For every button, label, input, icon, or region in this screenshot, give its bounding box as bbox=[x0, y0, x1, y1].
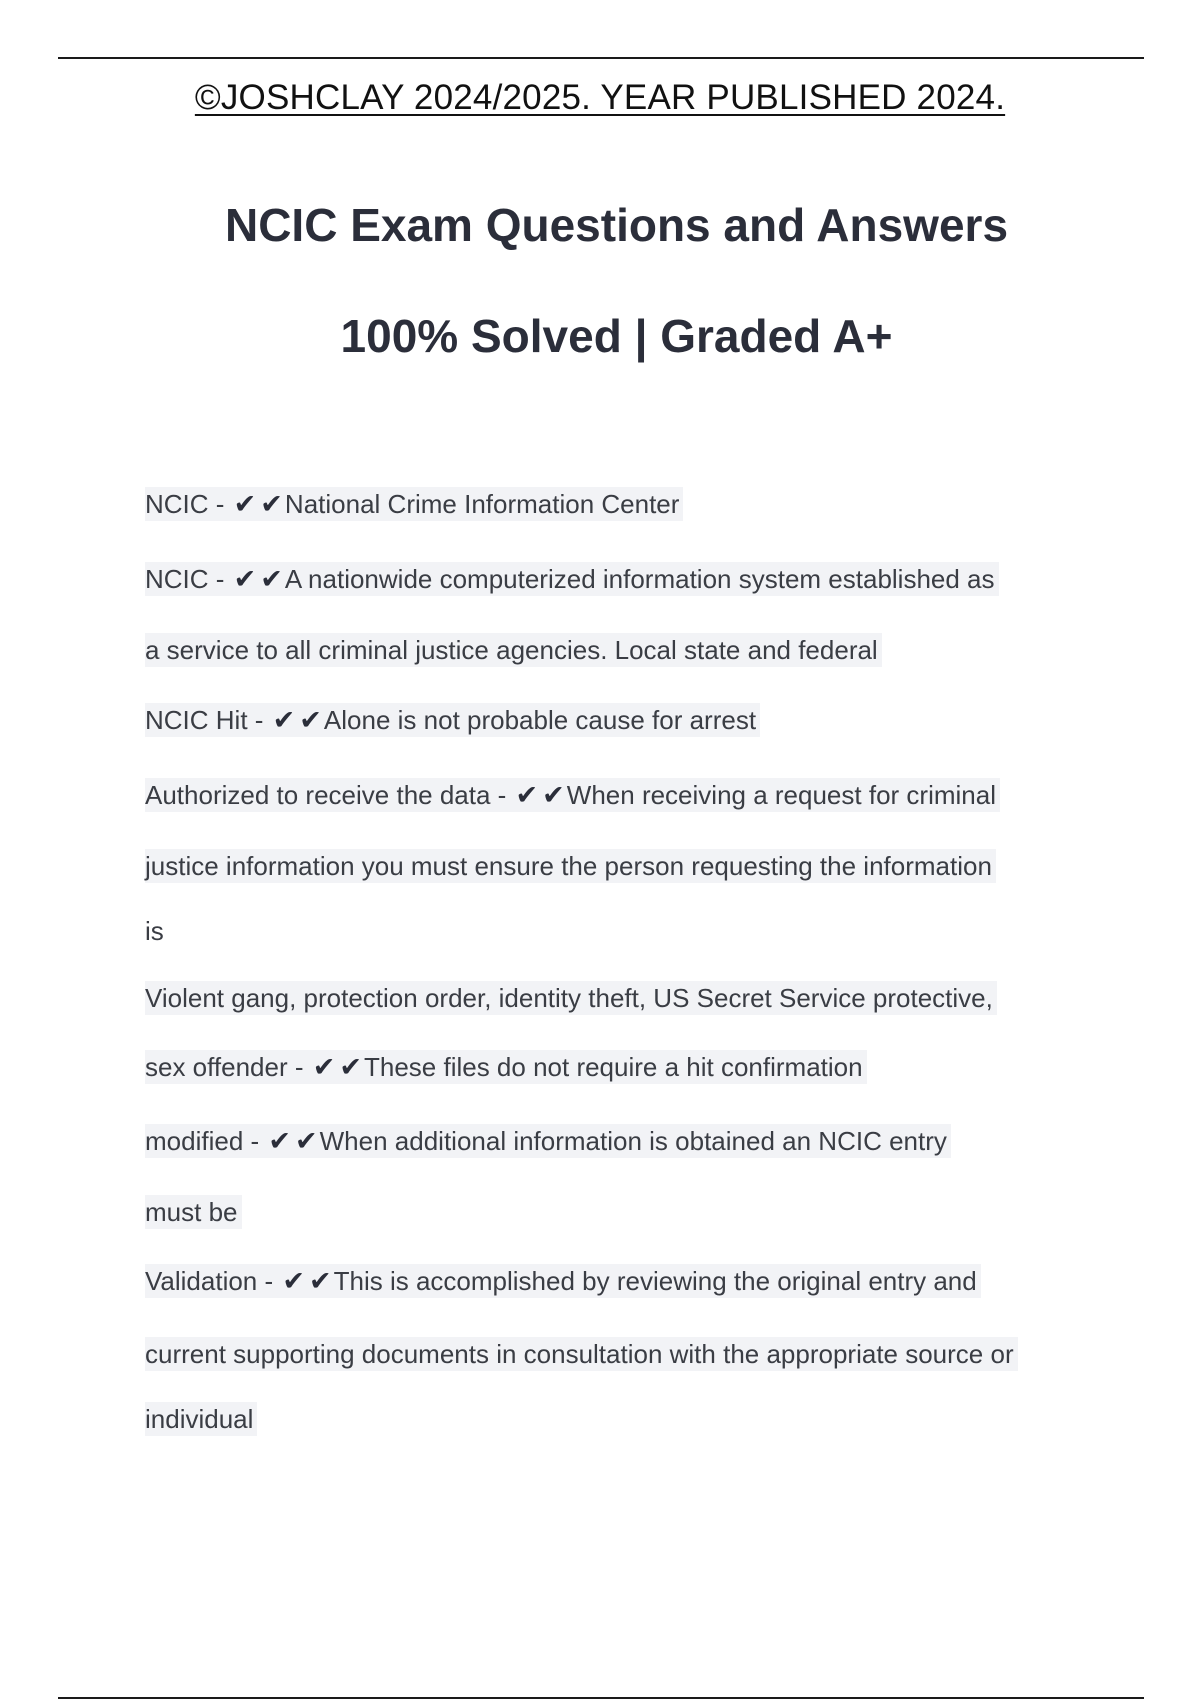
entry-term: Authorized to receive the data - bbox=[145, 780, 514, 810]
bottom-rule bbox=[58, 1697, 1144, 1699]
entry-answer: When receiving a request for criminal bbox=[566, 780, 996, 810]
entry-answer: This is accomplished by reviewing the original entry and bbox=[333, 1266, 977, 1296]
qa-entry-continuation bbox=[145, 848, 996, 888]
check-icon: ✔ bbox=[260, 564, 283, 595]
entry-answer: Alone is not probable cause for arrest bbox=[323, 705, 757, 735]
entry-continuation-text: justice information you must ensure the person requesting the information bbox=[145, 849, 996, 883]
qa-entry-line bbox=[145, 1263, 981, 1303]
qa-entry-line bbox=[145, 1123, 951, 1163]
check-icon: ✔ bbox=[299, 705, 322, 736]
check-icon: ✔ bbox=[295, 1126, 318, 1157]
qa-entry-continuation bbox=[145, 1336, 1018, 1376]
entry-term: modified - bbox=[145, 1126, 267, 1156]
qa-entry-highlight bbox=[145, 487, 683, 521]
check-icon: ✔ bbox=[312, 1052, 336, 1083]
qa-entry-highlight bbox=[145, 1050, 867, 1084]
entry-term: NCIC Hit - bbox=[145, 705, 271, 735]
entry-answer: National Crime Information Center bbox=[284, 489, 680, 519]
check-icon: ✔ bbox=[339, 1052, 362, 1083]
entry-continuation-text: individual bbox=[145, 1402, 257, 1436]
entry-term: NCIC - bbox=[145, 489, 232, 519]
check-icon: ✔ bbox=[515, 780, 539, 811]
entry-term: NCIC - bbox=[145, 564, 232, 594]
document-subtitle: 100% Solved | Graded A+ bbox=[340, 310, 893, 362]
entry-continuation-text: a service to all criminal justice agencies. Local state and federal bbox=[145, 633, 882, 667]
qa-entry-highlight bbox=[145, 562, 999, 596]
qa-entry-continuation bbox=[145, 1401, 257, 1441]
entry-answer: When additional information is obtained an NCIC entry bbox=[319, 1126, 947, 1156]
entry-continuation-text: is bbox=[145, 916, 164, 946]
check-icon: ✔ bbox=[233, 489, 257, 520]
entry-answer: A nationwide computerized information system established as bbox=[284, 564, 995, 594]
check-icon: ✔ bbox=[542, 780, 565, 811]
qa-entry-line bbox=[145, 561, 999, 601]
entry-term: Validation - bbox=[145, 1266, 281, 1296]
entry-continuation-text: current supporting documents in consultation with the appropriate source or bbox=[145, 1337, 1018, 1371]
qa-entry-line bbox=[145, 1049, 867, 1089]
qa-entry-continuation bbox=[145, 632, 882, 672]
qa-entry-highlight bbox=[145, 1124, 951, 1158]
qa-entry-continuation bbox=[145, 913, 164, 953]
entry-answer: These files do not require a hit confirmation bbox=[363, 1052, 863, 1082]
qa-entry-highlight bbox=[145, 778, 1000, 812]
qa-entry-highlight bbox=[145, 1264, 981, 1298]
qa-entry-line bbox=[145, 702, 760, 742]
entry-term: sex offender - bbox=[145, 1052, 311, 1082]
check-icon: ✔ bbox=[272, 705, 296, 736]
check-icon: ✔ bbox=[268, 1126, 292, 1157]
qa-entry-line bbox=[145, 777, 1000, 817]
check-icon: ✔ bbox=[282, 1266, 305, 1297]
check-icon: ✔ bbox=[309, 1266, 332, 1297]
qa-entry-continuation bbox=[145, 1194, 242, 1234]
entry-term-text: Violent gang, protection order, identity theft, US Secret Service protective, bbox=[145, 981, 997, 1015]
entry-continuation-text: must be bbox=[145, 1195, 242, 1229]
document-title: NCIC Exam Questions and Answers bbox=[224, 199, 1009, 251]
copyright-text: ©JOSHCLAY 2024/2025. YEAR PUBLISHED 2024. bbox=[194, 78, 1006, 117]
check-icon: ✔ bbox=[233, 564, 257, 595]
check-icon: ✔ bbox=[260, 489, 283, 520]
qa-entry-line bbox=[145, 486, 683, 526]
qa-entry-term-line bbox=[145, 980, 997, 1020]
qa-entry-highlight bbox=[145, 703, 760, 737]
